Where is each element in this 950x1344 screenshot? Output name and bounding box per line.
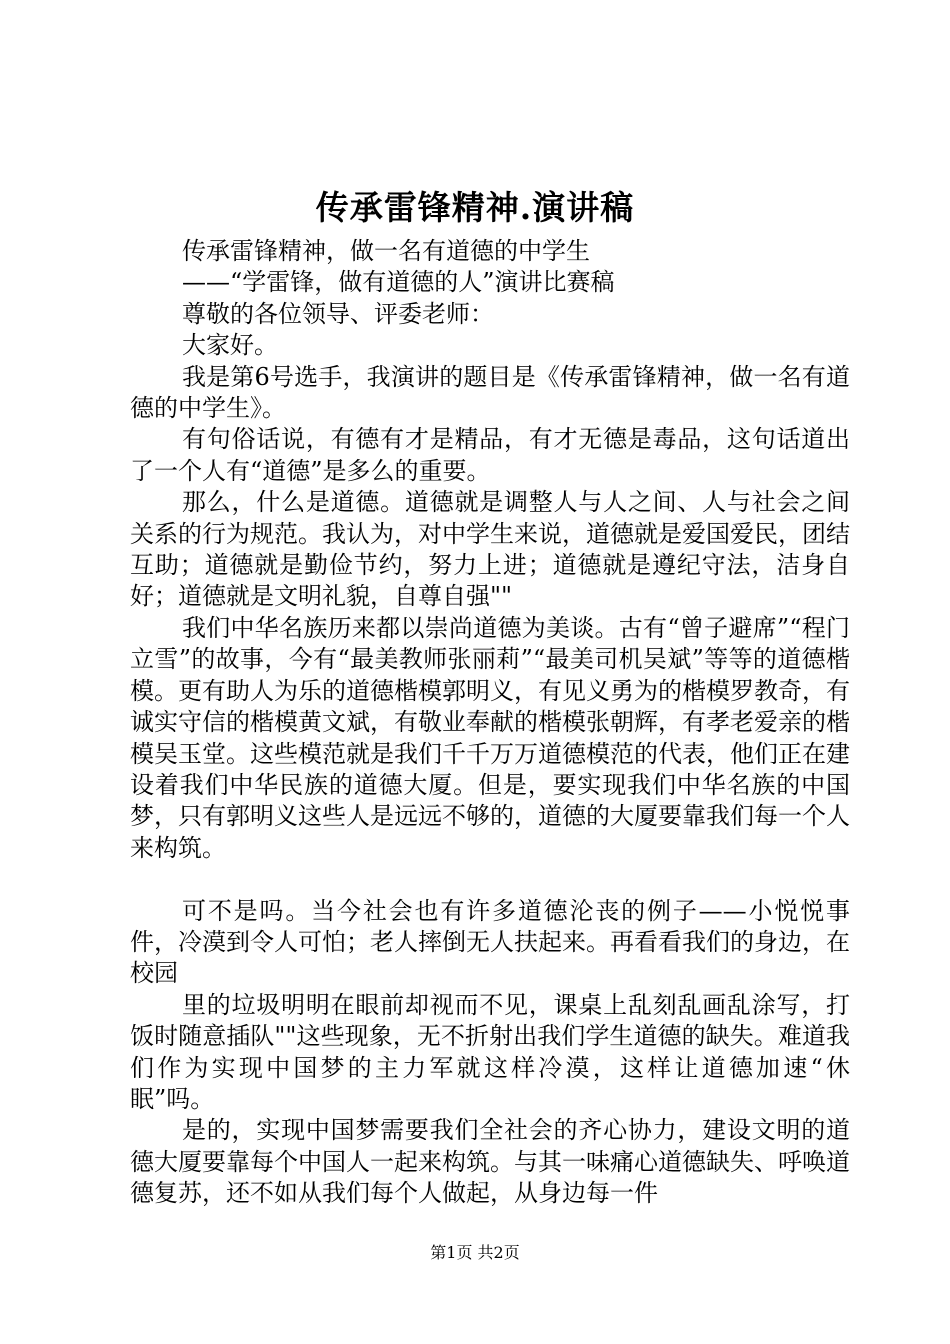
paragraph: 有句俗话说，有德有才是精品，有才无德是毒品，这句话道出了一个人有“道德”是多么的重要。 — [130, 425, 850, 485]
paragraph: 那么，什么是道德。道德就是调整人与人之间、人与社会之间关系的行为规范。我认为，对中学生来说，道德就是爱国爱民，团结互助；道德就是勤俭节约，努力上进；道德就是遵纪守法，洁身自好；道德就是文明礼貌，自尊自强"" — [130, 488, 850, 611]
page-footer: 第1页 共2页 — [430, 1243, 520, 1262]
paragraph: 大家好。 — [182, 331, 278, 360]
document-title: 传承雷锋精神.演讲稿 — [315, 188, 635, 227]
blank-line — [130, 864, 850, 895]
paragraph: 我们中华名族历来都以崇尚道德为美谈。古有“曾子避席”“程门立雪”的故事，今有“最美教师张丽莉”“最美司机吴斌”等等的道德楷模。更有助人为乐的道德楷模郭明义，有见义勇为的楷模罗教奇，有诚实守信的楷模黄文斌，有敬业奉献的楷模张朝辉，有孝老爱亲的楷模吴玉堂。这些模范就是我们千千万万道德模范的代表，他们正在建设着我们中华民族的道德大厦。但是，要实现我们中华名族的中国梦，只有郭明义这些人是远远不够的，道德的大厦要靠我们每一个人来构筑。 — [130, 613, 850, 862]
paragraph: 尊敬的各位领导、评委老师： — [182, 299, 494, 328]
paragraph: 是的，实现中国梦需要我们全社会的齐心协力，建设文明的道德大厦要靠每个中国人一起来构筑。与其一味痛心道德缺失、呼唤道德复苏，还不如从我们每个人做起，从身边每一件 — [130, 1116, 850, 1208]
paragraph: 里的垃圾明明在眼前却视而不见，课桌上乱刻乱画乱涂写，打饭时随意插队""这些现象，无不折射出我们学生道德的缺失。难道我们作为实现中国梦的主力军就这样冷漠，这样让道德加速“休眠”吗。 — [130, 990, 850, 1113]
paragraph: ——“学雷锋，做有道德的人”演讲比赛稿 — [182, 268, 615, 297]
document-body — [130, 236, 850, 1210]
paragraph: 我是第6号选手，我演讲的题目是《传承雷锋精神，做一名有道德的中学生》。 — [130, 362, 850, 423]
paragraph: 传承雷锋精神，做一名有道德的中学生 — [182, 237, 590, 265]
paragraph: 可不是吗。当今社会也有许多道德沦丧的例子——小悦悦事件，冷漠到令人可怕；老人摔倒无人扶起来。再看看我们的身边，在校园 — [130, 896, 850, 988]
